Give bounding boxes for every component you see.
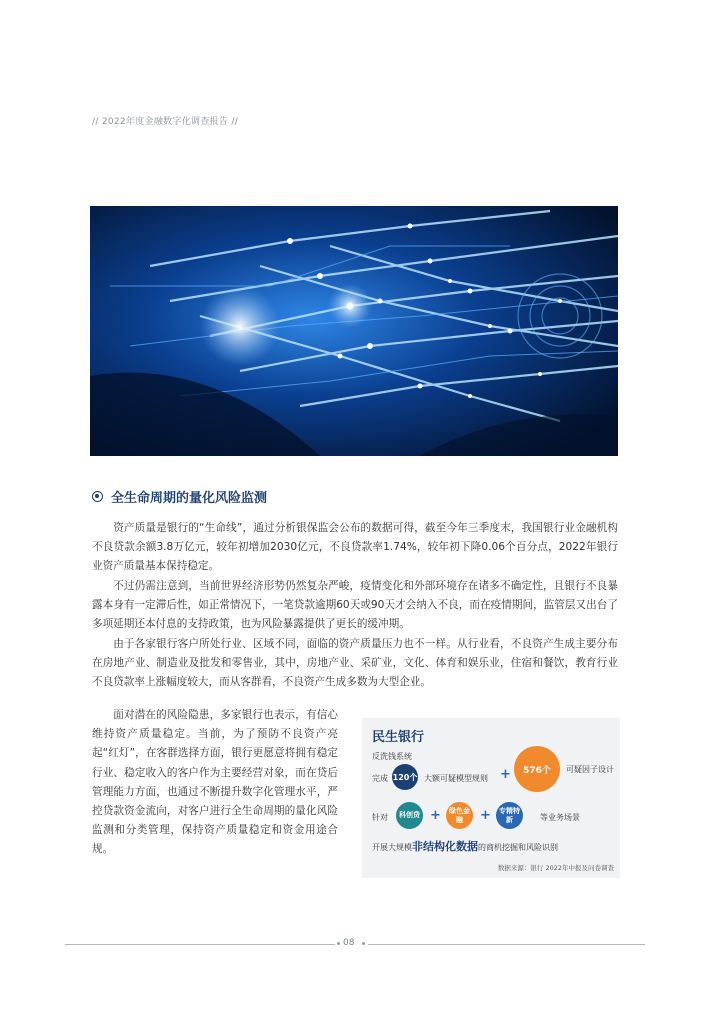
- data-source: 数据来源：银行 2022年中报及问卷调查: [497, 864, 614, 872]
- paragraph-1: 资产质量是银行的“生命线”，通过分析银保监会公布的数据可得，截至今年三季度末，我国银行业金融机构不良贷款余额3.8万亿元，较年初增加2030亿元，不良贷款率1.74%，较年初下降0.06个百分点，2022年银行业资产质量基本保持稳定。: [92, 522, 618, 573]
- footer-rule-right: [368, 944, 645, 945]
- count-120-bubble: 120个: [392, 764, 418, 790]
- count-576-bubble: 576个: [514, 746, 560, 792]
- factor-design: 可疑因子设计: [566, 765, 614, 774]
- scenarios-label: 等业务场景: [540, 813, 580, 822]
- section-heading: [92, 487, 267, 506]
- footer-dot: [337, 942, 340, 945]
- carry-line: [372, 838, 558, 854]
- infobox-title: 民生银行: [372, 730, 425, 745]
- running-head: // 2022年度金融数字化调查报告 //: [92, 117, 239, 127]
- section-title: 全生命周期的量化风险监测: [111, 491, 268, 506]
- page-number: 08: [343, 938, 355, 948]
- aml-label: 反洗钱系统: [372, 752, 412, 761]
- carry-highlight: 非结构化数据: [412, 840, 478, 853]
- paragraph-2: 不过仍需注意到，当前世界经济形势仍然复杂严峻，疫情变化和外部环境存在诸多不确定性，且银行不良暴露本身有一定滞后性，如正常情况下，一笔贷款逾期60天或90天才会纳入不良，而在疫情期间，监管层又出台了多项延期还本付息的支持政策，也为风险暴露提供了更长的缓冲期。: [92, 580, 618, 631]
- paragraph-3: 由于各家银行客户所处行业、区域不同，面临的资产质量压力也不一样。从行业看，不良资产生成主要分布在房地产业、制造业及批发和零售业，其中，房地产业、采矿业，文化、体育和娱乐业，住宿和餐饮，教育行业不良贷款率上涨幅度较大，而从客群看，不良资产生成多数为大型企业。: [92, 638, 618, 689]
- footer-rule-left: [65, 944, 335, 945]
- target-circle-icon: [92, 491, 103, 502]
- complete-label: 完成: [372, 774, 388, 783]
- bubble-kechuang: 科创贷: [396, 802, 423, 829]
- bubble-zhuanjing: 专精特新: [496, 802, 523, 829]
- target-label: 针对: [372, 813, 388, 822]
- plus-icon: +: [480, 808, 491, 823]
- plus-icon: +: [430, 808, 441, 823]
- paragraph-4: 面对潜在的风险隐患，多家银行也表示，有信心维持资产质量稳定。当前，为了预防不良资产亮起“红灯”，在客群选择方面，银行更愿意将拥有稳定行业、稳定收入的客户作为主要经营对象，而在贷后管理能力方面，也通过不断提升数字化管理水平，严控贷款资金流向，对客户进行全生命周期的量化风险监测和分类管理，保持资产质量稳定和资金用途合规。: [92, 709, 338, 856]
- bubble-green-finance: 绿色金融: [446, 802, 473, 829]
- large-model-rules: 大额可疑模型规则: [424, 774, 488, 783]
- footer-dot: [362, 942, 365, 945]
- carry-suffix: 的商机挖掘和风险识别: [478, 843, 558, 852]
- carry-prefix: 开展大规模: [372, 843, 412, 852]
- minsheng-infobox: [362, 718, 620, 878]
- plus-icon: +: [500, 767, 511, 782]
- hero-image: [90, 206, 618, 456]
